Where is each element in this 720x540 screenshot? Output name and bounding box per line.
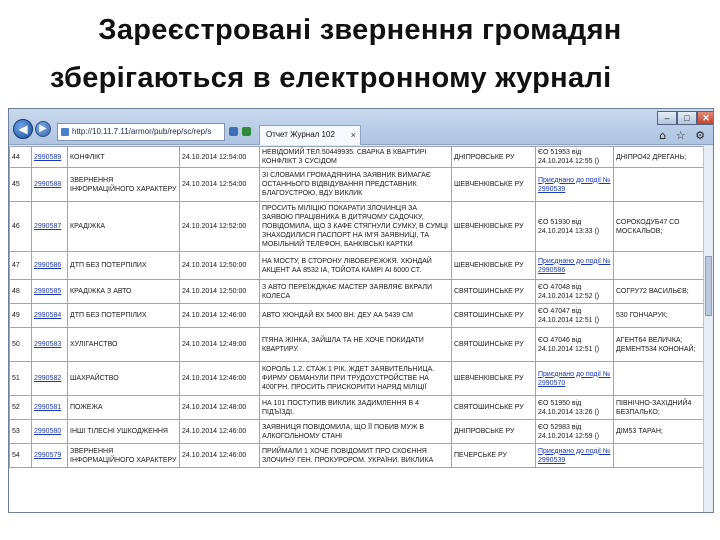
- row-number: 45: [12, 181, 20, 188]
- table-row: [10, 304, 704, 328]
- incident-district-cell: [452, 252, 536, 280]
- incident-datetime: 24.10.2014 12:46:00: [182, 428, 247, 435]
- table-row: [10, 444, 704, 468]
- incident-category-cell: [68, 304, 180, 328]
- incident-description-cell: [260, 328, 452, 362]
- back-arrow-icon[interactable]: ◀: [13, 119, 33, 139]
- row-number: 48: [12, 288, 20, 295]
- slide-title-line1: Зареєстровані звернення громадян: [98, 14, 622, 46]
- incident-district-cell: [452, 202, 536, 252]
- incident-datetime: 24.10.2014 12:50:00: [182, 262, 247, 269]
- incident-status-cell: [536, 252, 614, 280]
- incident-description: НА МОСТУ, В СТОРОНУ ЛІВОБЕРЕЖЖЯ. ХЮНДАЙ АКЦЕНТ АА 8532 ІА, ТОЙОТА КАМРІ АІ 6000 СТ.: [262, 257, 432, 274]
- incident-district: ДНІПРОВСЬКЕ РУ: [454, 428, 515, 435]
- incident-description-cell: [260, 252, 452, 280]
- incident-district: СВЯТОШИНСЬКЕ РУ: [454, 288, 524, 295]
- incident-id-link[interactable]: 2990585: [34, 288, 62, 295]
- incident-datetime: 24.10.2014 12:48:00: [182, 404, 247, 411]
- incident-unit-cell: [614, 444, 704, 468]
- incident-unit: ПІВНІЧНО-ЗАХІДНИЙ4 БЕЗПАЛЬКО;: [616, 399, 692, 416]
- incident-category: ДТП БЕЗ ПОТЕРПІЛИХ: [70, 312, 147, 319]
- blurred-header-text: [499, 112, 649, 140]
- incident-datetime: 24.10.2014 12:46:00: [182, 312, 247, 319]
- incident-district: ШЕВЧЕНКІВСЬКЕ РУ: [454, 262, 524, 269]
- incident-id-link[interactable]: 2990584: [34, 312, 62, 319]
- status-link[interactable]: Приєднано до події № 2990586: [538, 257, 611, 274]
- table-row: [10, 362, 704, 396]
- incident-category-cell: [68, 444, 180, 468]
- tab-close-icon[interactable]: ×: [350, 130, 356, 140]
- incident-category: КРАДІЖКА З АВТО: [70, 288, 132, 295]
- incident-id-link-cell: [32, 304, 68, 328]
- incident-datetime-cell: [180, 252, 260, 280]
- incident-category-cell: [68, 362, 180, 396]
- vertical-scrollbar[interactable]: [703, 146, 713, 513]
- incident-datetime-cell: [180, 444, 260, 468]
- star-icon[interactable]: ☆: [675, 129, 686, 142]
- address-bar[interactable]: [57, 123, 225, 141]
- incident-description: АВТО ХЮНДАЙ ВХ 5400 ВН. ДЕУ АА 5439 СМ: [262, 312, 413, 319]
- incident-category-cell: [68, 168, 180, 202]
- row-number-cell: [10, 280, 32, 304]
- forward-arrow-icon[interactable]: ▶: [35, 121, 51, 137]
- status-text: ЄО 47048 від 24.10.2014 12:52 (): [538, 283, 600, 300]
- incident-unit-cell: [614, 328, 704, 362]
- incident-category: КОНФЛІКТ: [70, 153, 105, 161]
- row-number-cell: [10, 252, 32, 280]
- incident-datetime: 24.10.2014 12:46:00: [182, 452, 247, 459]
- incident-description: КОРОЛЬ 1.2. СТАЖ 1 РІК. ЖДЕТ ЗАЯВИТЕЛЬНИЦА. ФИРМУ ОБМАНУЛИ ПРИ ТРУДОУСТРОЙСТВЕ НА 400ГРН. ПРОСИТЬ ПРИСКОРИТИ НАРЯД МІЛІЦІЇ: [262, 366, 435, 391]
- incident-id-link[interactable]: 2990587: [34, 223, 62, 230]
- incident-status-cell: [536, 280, 614, 304]
- incident-status-cell: [536, 396, 614, 420]
- incident-category: ДТП БЕЗ ПОТЕРПІЛИХ: [70, 262, 147, 269]
- incident-category: ІНШІ ТІЛЕСНІ УШКОДЖЕННЯ: [70, 428, 168, 435]
- incident-district-cell: [452, 328, 536, 362]
- row-number: 46: [12, 223, 20, 230]
- row-number-cell: [10, 362, 32, 396]
- status-text: ЄО 52983 від 24.10.2014 12:59 (): [538, 423, 600, 440]
- status-link[interactable]: Приєднано до події № 2990570: [538, 370, 611, 387]
- refresh-icon[interactable]: [242, 127, 251, 136]
- incident-id-link[interactable]: 2990582: [34, 375, 62, 382]
- incident-id-link-cell: [32, 280, 68, 304]
- incident-unit: ДНІПРО42 ДРЕГАНЬ;: [616, 153, 687, 161]
- incident-description: П'ЯНА ЖІНКА, ЗАЙШЛА ТА НЕ ХОЧЕ ПОКИДАТИ КВАРТИРУ.: [262, 336, 424, 353]
- incident-unit-cell: [614, 396, 704, 420]
- incident-unit: СОРОКОДУБ47 СО МОСКАЛЬОВ;: [616, 218, 680, 235]
- incident-description-cell: [260, 362, 452, 396]
- incident-district: СВЯТОШИНСЬКЕ РУ: [454, 312, 524, 319]
- incident-unit-cell: [614, 280, 704, 304]
- incident-description-cell: [260, 202, 452, 252]
- incident-district-cell: [452, 147, 536, 168]
- incident-id-link[interactable]: 2990581: [34, 404, 62, 411]
- incident-datetime-cell: [180, 328, 260, 362]
- incident-id-link-cell: [32, 168, 68, 202]
- tab-title: Отчет Журнал 102: [266, 130, 335, 139]
- incident-category: ПОЖЕЖА: [70, 404, 103, 411]
- incident-id-link-cell: [32, 147, 68, 168]
- status-text: ЄО 51930 від 24.10.2014 13:33 (): [538, 218, 600, 235]
- incident-district: СВЯТОШИНСЬКЕ РУ: [454, 404, 524, 411]
- incident-category-cell: [68, 147, 180, 168]
- incident-unit: ДІМ53 ТАРАН;: [616, 428, 663, 435]
- incident-unit: 530 ГОНЧАРУК;: [616, 312, 668, 319]
- incident-description-cell: [260, 444, 452, 468]
- incident-description: НА 101 ПОСТУПИВ ВИКЛИК ЗАДИМЛЕННЯ В 4 ПІДЪЇЗДІ.: [262, 399, 420, 416]
- minimize-button[interactable]: –: [657, 111, 677, 125]
- table-row: [10, 328, 704, 362]
- home-icon[interactable]: ⌂: [659, 129, 667, 142]
- browser-toolbar: [9, 109, 713, 145]
- incident-description: ЗІ СЛОВАМИ ГРОМАДЯНИНА ЗАЯВНИК ВИМАГАЄ ОСТАННЬОГО ВІДВІДУВАННЯ ПРЕДСТАВНИК БЛАГОУСТРОЮ, ВДУ ВИКЛИК: [262, 172, 431, 197]
- table-row: [10, 396, 704, 420]
- incident-category-cell: [68, 280, 180, 304]
- incident-datetime-cell: [180, 168, 260, 202]
- close-button[interactable]: ✕: [697, 111, 714, 125]
- incident-datetime: 24.10.2014 12:46:00: [182, 375, 247, 382]
- incident-description-cell: [260, 396, 452, 420]
- row-number: 44: [12, 153, 20, 161]
- incident-description-cell: [260, 420, 452, 444]
- row-number: 53: [12, 428, 20, 435]
- incident-datetime: 24.10.2014 12:50:00: [182, 288, 247, 295]
- row-number-cell: [10, 168, 32, 202]
- incident-unit-cell: [614, 147, 704, 168]
- status-link[interactable]: Приєднано до події № 2990539: [538, 176, 611, 193]
- incident-description: ПРИЙМАЛИ 1 ХОЧЕ ПОВІДОМИТ ПРО СКОЄННЯ ЗЛОЧИНУ ГЕН. ПРОКУРОРОМ. УКРАЇНИ. ВИКЛИКА: [262, 447, 434, 464]
- incident-category: ХУЛІГАНСТВО: [70, 341, 118, 348]
- incident-id-link[interactable]: 2990589: [34, 153, 62, 161]
- incident-category-cell: [68, 252, 180, 280]
- incident-datetime-cell: [180, 362, 260, 396]
- incident-description: ЗАЯВНИЦЯ ПОВІДОМИЛА, ЩО ЇЇ ПОБИВ МУЖ В АЛКОГОЛЬНОМУ СТАНІ: [262, 423, 425, 440]
- row-number-cell: [10, 420, 32, 444]
- incident-datetime: 24.10.2014 12:49:00: [182, 341, 247, 348]
- incident-datetime-cell: [180, 147, 260, 168]
- incident-district: ПЕЧЕРСЬКЕ РУ: [454, 452, 507, 459]
- incident-status-cell: [536, 444, 614, 468]
- incident-id-link[interactable]: 2990580: [34, 428, 62, 435]
- incident-category: ЗВЕРНЕННЯ ІНФОРМАЦІЙНОГО ХАРАКТЕРУ: [70, 447, 177, 464]
- incident-datetime: 24.10.2014 12:54:00: [182, 181, 247, 188]
- browser-window: [8, 108, 714, 513]
- incident-datetime-cell: [180, 280, 260, 304]
- incident-status-cell: [536, 304, 614, 328]
- row-number-cell: [10, 396, 32, 420]
- incident-district: ШЕВЧЕНКІВСЬКЕ РУ: [454, 181, 524, 188]
- incident-category-cell: [68, 420, 180, 444]
- incident-datetime-cell: [180, 202, 260, 252]
- incident-district-cell: [452, 168, 536, 202]
- incident-district-cell: [452, 444, 536, 468]
- row-number: 50: [12, 341, 20, 348]
- incident-id-link-cell: [32, 362, 68, 396]
- incident-district-cell: [452, 396, 536, 420]
- incident-id-link[interactable]: 2990588: [34, 181, 62, 188]
- row-number-cell: [10, 147, 32, 168]
- row-number-cell: [10, 328, 32, 362]
- incident-description: ПРОСИТЬ МІЛІЦІЮ ПОКАРАТИ ЗЛОЧИНЦЯ ЗА ЗАЯВОЮ ПРАЦІВНИКА В ДИТЯЧОМУ САДОЧКУ, ПОВІДОМИЛА, ЩО З КАФЕ СТЯГНУЛИ СУМКУ, В СУМЦІ ЗНАХОДИЛИСЯ ПАСПОРТ НА ІМ'Я ЗАЯВНИЦІ, ТА МОБІЛЬНИЙ ТЕЛЕФОН, БАНКІВСЬКІ КАРТКИ: [262, 205, 448, 248]
- incident-description-cell: [260, 168, 452, 202]
- slide-title-line2: зберігаються в електронному журналі: [50, 62, 612, 94]
- incident-category: КРАДІЖКА: [70, 223, 106, 230]
- row-number-cell: [10, 202, 32, 252]
- incident-id-link[interactable]: 2990583: [34, 341, 62, 348]
- table-row: [10, 168, 704, 202]
- table-row: [10, 252, 704, 280]
- row-number-cell: [10, 444, 32, 468]
- row-number-cell: [10, 304, 32, 328]
- toolbar-icons: [653, 129, 705, 142]
- incident-datetime-cell: [180, 304, 260, 328]
- incident-id-link-cell: [32, 420, 68, 444]
- incident-district: ДНІПРОВСЬКЕ РУ: [454, 153, 515, 161]
- incident-category: ЗВЕРНЕННЯ ІНФОРМАЦІЙНОГО ХАРАКТЕРУ: [70, 176, 177, 193]
- incident-status-cell: [536, 202, 614, 252]
- incident-district-cell: [452, 280, 536, 304]
- incident-district: ШЕВЧЕНКІВСЬКЕ РУ: [454, 375, 524, 382]
- table-row: [10, 147, 704, 168]
- incident-description: З АВТО ПЕРЕЇЖДЖАЄ МАСТЕР ЗАЯВЛЯЄ ВКРАЛИ КОЛЕСА: [262, 283, 432, 300]
- search-icon[interactable]: [229, 127, 238, 136]
- status-text: ЄО 47046 від 24.10.2014 12:51 (): [538, 336, 600, 353]
- incident-table: [9, 146, 704, 468]
- table-row: [10, 280, 704, 304]
- status-link[interactable]: Приєднано до події № 2990539: [538, 447, 611, 464]
- incident-datetime-cell: [180, 396, 260, 420]
- page-icon: [61, 128, 69, 136]
- incident-status-cell: [536, 168, 614, 202]
- incident-unit: СОГРУ72 ВАСИЛЬЄВ;: [616, 288, 689, 295]
- incident-datetime: 24.10.2014 12:52:00: [182, 223, 247, 230]
- incident-description-cell: [260, 280, 452, 304]
- maximize-button[interactable]: □: [677, 111, 697, 125]
- table-row: [10, 202, 704, 252]
- incident-datetime: 24.10.2014 12:54:00: [182, 153, 247, 161]
- incident-id-link-cell: [32, 444, 68, 468]
- incident-district-cell: [452, 304, 536, 328]
- incident-id-link-cell: [32, 396, 68, 420]
- status-text: ЄО 47047 від 24.10.2014 12:51 (): [538, 307, 600, 324]
- status-text: ЄО 51950 від 24.10.2014 13:26 (): [538, 399, 600, 416]
- address-text: http://10.11.7.11/armor/pub/rep/sc/rep/s: [72, 127, 212, 136]
- incident-unit: АГЕНТ64 ВЕЛИЧКА; ДЕМЕНТ534 КОНОНАЙ;: [616, 336, 696, 353]
- incident-category-cell: [68, 328, 180, 362]
- incident-district-cell: [452, 420, 536, 444]
- tab-report[interactable]: [259, 125, 361, 145]
- incident-datetime-cell: [180, 420, 260, 444]
- incident-id-link-cell: [32, 252, 68, 280]
- row-number: 51: [12, 375, 20, 382]
- incident-district: ШЕВЧЕНКІВСЬКЕ РУ: [454, 223, 524, 230]
- incident-status-cell: [536, 420, 614, 444]
- incident-status-cell: [536, 147, 614, 168]
- row-number: 49: [12, 312, 20, 319]
- incident-id-link[interactable]: 2990579: [34, 452, 62, 459]
- incident-district-cell: [452, 362, 536, 396]
- incident-id-link-cell: [32, 328, 68, 362]
- incident-status-cell: [536, 328, 614, 362]
- status-text: ЄО 51953 від 24.10.2014 12:55 (): [538, 149, 600, 165]
- incident-unit-cell: [614, 168, 704, 202]
- incident-description: НЕВІДОМИЙ ТЕЛ.50449935. СВАРКА В КВАРТИРІ КОНФЛІКТ З СУСІДОМ: [262, 149, 427, 165]
- table-row: [10, 420, 704, 444]
- incident-unit-cell: [614, 202, 704, 252]
- incident-category-cell: [68, 202, 180, 252]
- incident-unit-cell: [614, 304, 704, 328]
- incident-unit-cell: [614, 252, 704, 280]
- row-number: 54: [12, 452, 20, 459]
- incident-unit-cell: [614, 362, 704, 396]
- row-number: 47: [12, 262, 20, 269]
- gear-icon[interactable]: ⚙: [695, 129, 705, 142]
- incident-id-link-cell: [32, 202, 68, 252]
- incident-district: СВЯТОШИНСЬКЕ РУ: [454, 341, 524, 348]
- incident-description-cell: [260, 147, 452, 168]
- incident-status-cell: [536, 362, 614, 396]
- incident-description-cell: [260, 304, 452, 328]
- incident-category: ШАХРАЙСТВО: [70, 375, 119, 382]
- report-content: [9, 146, 713, 513]
- scrollbar-thumb[interactable]: [705, 256, 712, 316]
- incident-category-cell: [68, 396, 180, 420]
- row-number: 52: [12, 404, 20, 411]
- incident-unit-cell: [614, 420, 704, 444]
- incident-id-link[interactable]: 2990586: [34, 262, 62, 269]
